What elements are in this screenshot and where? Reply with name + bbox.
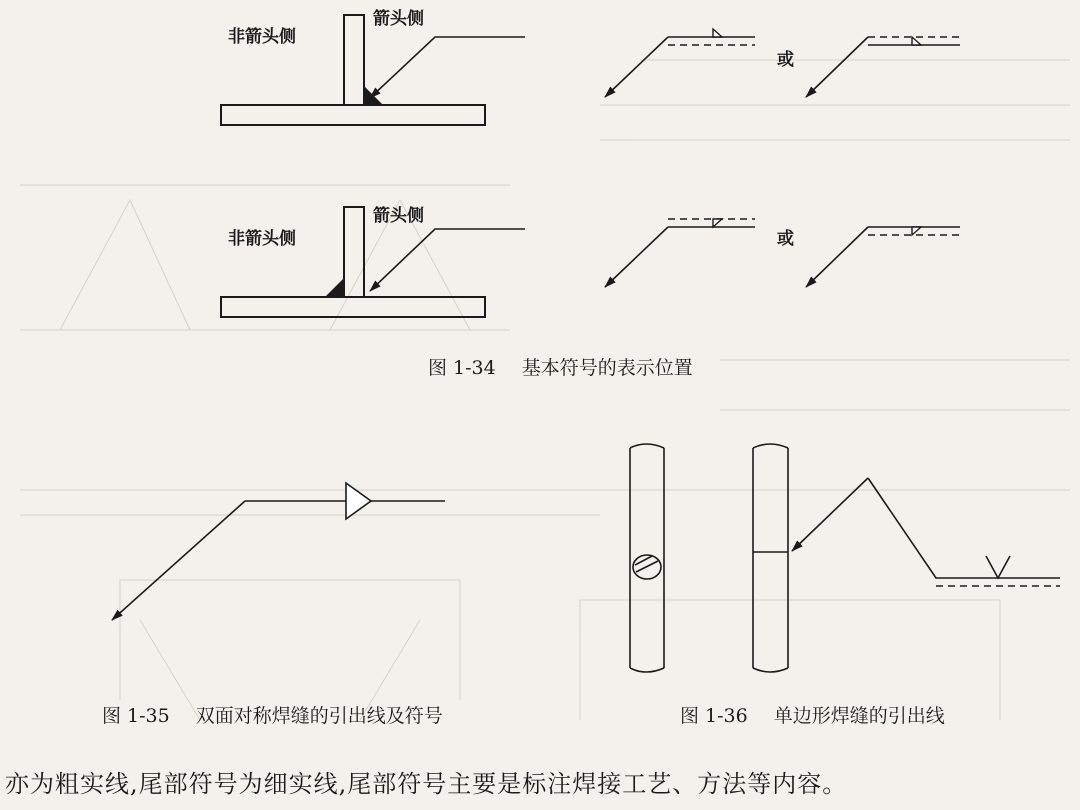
figure-1-35-caption xyxy=(102,707,443,726)
label-non-arrow-side-top: 非箭头侧 xyxy=(228,27,296,47)
fig35-leader-and-symbol xyxy=(112,483,445,620)
fig34-arrow-line-bottom xyxy=(370,229,525,291)
fig34-symbol-left-bottom xyxy=(605,219,755,287)
fig36-leader-and-symbol xyxy=(792,478,1060,586)
label-arrow-side-bottom: 箭头侧 xyxy=(373,206,424,226)
or-label-top: 或 xyxy=(777,50,794,70)
figure-1-36-number: 图 1-36 xyxy=(680,705,748,727)
figure-1-34-caption xyxy=(428,359,693,378)
figure-1-35-number: 图 1-35 xyxy=(102,705,170,727)
label-arrow-side-top: 箭头侧 xyxy=(373,9,424,29)
figure-1-36-caption xyxy=(680,707,945,726)
fig36-plates xyxy=(630,444,788,672)
fig34-symbol-right-bottom xyxy=(806,227,960,287)
figure-1-34-title: 基本符号的表示位置 xyxy=(521,357,693,379)
figure-1-35-title: 双面对称焊缝的引出线及符号 xyxy=(195,705,443,727)
background-show-through xyxy=(20,60,1070,720)
figure-1-34-number: 图 1-34 xyxy=(428,357,496,379)
fig34-arrow-line-top xyxy=(370,37,525,98)
or-label-bottom: 或 xyxy=(777,229,794,249)
fig34-symbol-left-top xyxy=(605,29,755,97)
fig34-tee-joint-bottom xyxy=(221,207,485,317)
fig34-symbol-right-top xyxy=(806,37,960,97)
label-non-arrow-side-bottom: 非箭头侧 xyxy=(228,229,296,249)
figure-1-36-title: 单边形焊缝的引出线 xyxy=(773,705,945,727)
body-text-line: 亦为粗实线,尾部符号为细实线,尾部符号主要是标注焊接工艺、方法等内容。 xyxy=(5,770,848,798)
